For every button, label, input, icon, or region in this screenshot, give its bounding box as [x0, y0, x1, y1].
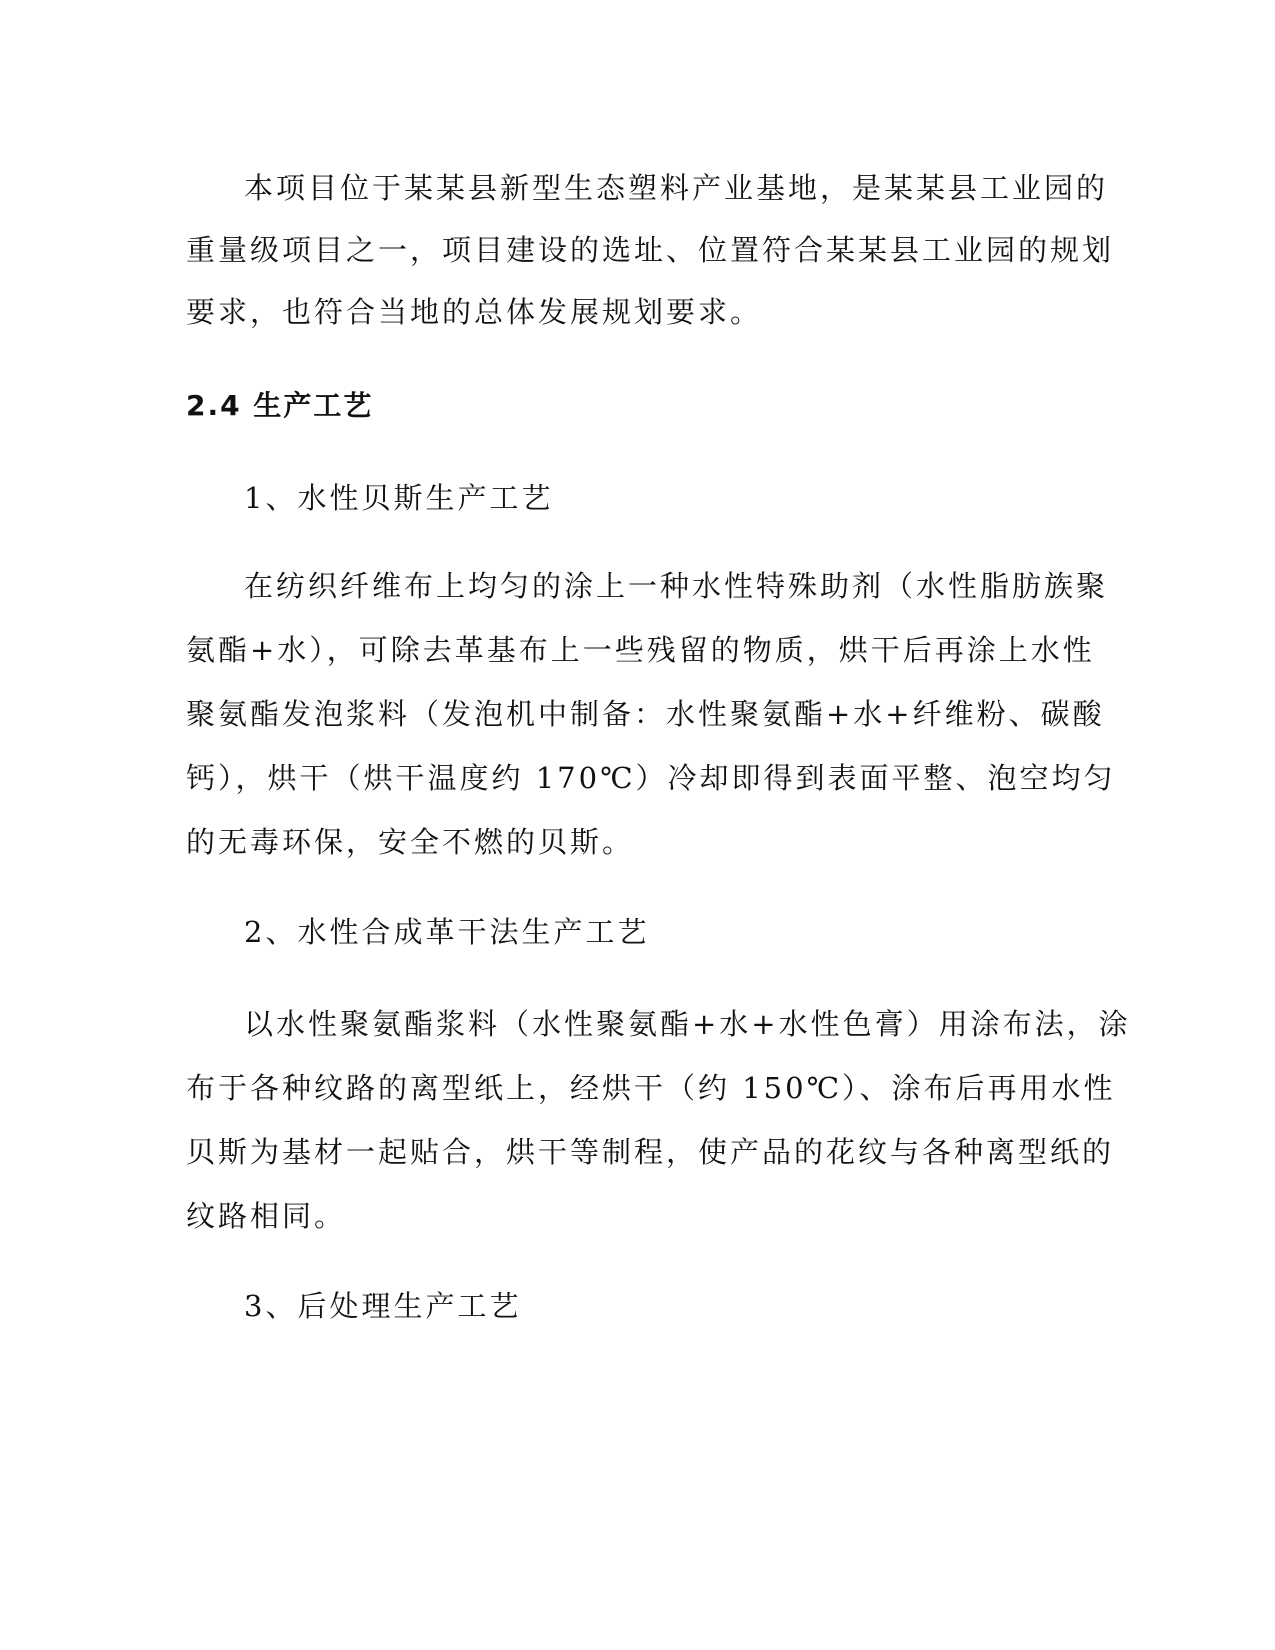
paragraph-line: 贝斯为基材一起贴合，烘干等制程，使产品的花纹与各种离型纸的	[186, 1135, 1115, 1169]
item-title: 2、水性合成革干法生产工艺	[244, 915, 650, 949]
intro-line: 重量级项目之一，项目建设的选址、位置符合某某县工业园的规划	[186, 233, 1115, 267]
intro-line: 要求，也符合当地的总体发展规划要求。	[186, 295, 763, 329]
paragraph-line: 纹路相同。	[186, 1199, 347, 1233]
paragraph-line: 布于各种纹路的离型纸上，经烘干（约 150℃）、涂布后再用水性	[186, 1071, 1116, 1105]
paragraph-line: 钙），烘干（烘干温度约 170℃）冷却即得到表面平整、泡空均匀	[186, 761, 1116, 795]
item-title: 1、水性贝斯生产工艺	[244, 481, 554, 515]
section-heading: 2.4 生产工艺	[186, 389, 374, 422]
paragraph-line: 氨酯+水），可除去革基布上一些残留的物质，烘干后再涂上水性	[186, 633, 1095, 667]
item-title: 3、后处理生产工艺	[244, 1289, 522, 1323]
paragraph-line: 以水性聚氨酯浆料（水性聚氨酯+水+水性色膏）用涂布法，涂	[244, 1007, 1131, 1041]
paragraph-line: 聚氨酯发泡浆料（发泡机中制备：水性聚氨酯+水+纤维粉、碳酸	[186, 697, 1105, 731]
paragraph-line: 的无毒环保，安全不燃的贝斯。	[186, 825, 635, 859]
paragraph-line: 在纺织纤维布上均匀的涂上一种水性特殊助剂（水性脂肪族聚	[244, 569, 1109, 603]
intro-line: 本项目位于某某县新型生态塑料产业基地，是某某县工业园的	[244, 171, 1109, 205]
